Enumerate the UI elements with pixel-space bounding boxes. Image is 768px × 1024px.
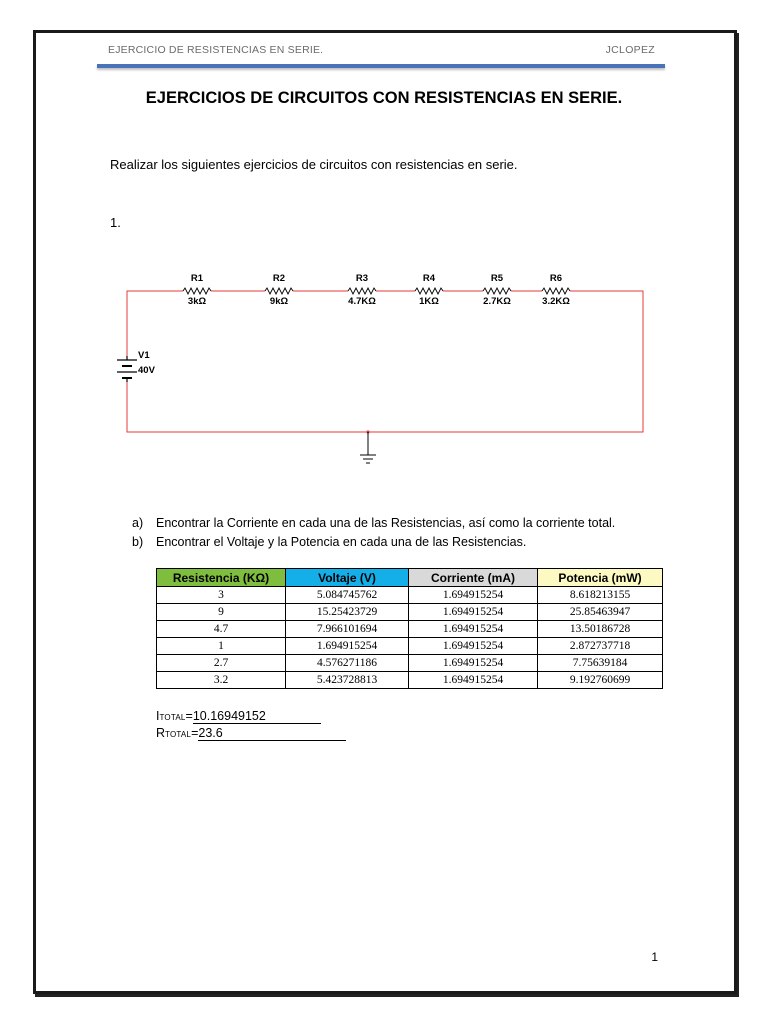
table-row bbox=[157, 672, 663, 689]
cell-resistencia: 3 bbox=[157, 587, 286, 604]
resistor-r1-name: R1 bbox=[190, 273, 204, 284]
resistor-r6-name: R6 bbox=[549, 273, 563, 284]
ground-symbol bbox=[360, 430, 376, 463]
total-resistance-symbol: R bbox=[156, 726, 166, 740]
resistor-r1-value: 3kΩ bbox=[187, 296, 207, 307]
cell-corriente: 1.694915254 bbox=[409, 655, 538, 672]
exercise-number: 1. bbox=[110, 215, 121, 230]
resistor-r6-value: 3.2KΩ bbox=[542, 296, 570, 307]
header-voltaje: Voltaje (V) bbox=[286, 569, 409, 587]
cell-corriente: 1.694915254 bbox=[409, 604, 538, 621]
header-corriente: Corriente (mA) bbox=[409, 569, 538, 587]
cell-resistencia: 2.7 bbox=[157, 655, 286, 672]
total-current-subscript: TOTAL bbox=[159, 713, 186, 722]
cell-potencia: 2.872737718 bbox=[538, 638, 663, 655]
series-circuit-diagram bbox=[100, 262, 660, 472]
resistor-r4-symbol bbox=[415, 288, 443, 294]
resistor-r5 bbox=[483, 273, 511, 307]
resistor-r5-name: R5 bbox=[490, 273, 504, 284]
cell-voltaje: 5.084745762 bbox=[286, 587, 409, 604]
source-value: 40V bbox=[138, 365, 155, 376]
cell-potencia: 7.75639184 bbox=[538, 655, 663, 672]
cell-resistencia: 3.2 bbox=[157, 672, 286, 689]
table-row bbox=[157, 638, 663, 655]
total-current bbox=[156, 709, 321, 724]
total-current-value: 10.16949152 bbox=[193, 709, 321, 724]
intro-text: Realizar los siguientes ejercicios de circuitos con resistencias en serie. bbox=[110, 157, 518, 172]
cell-voltaje: 15.25423729 bbox=[286, 604, 409, 621]
cell-voltaje: 5.423728813 bbox=[286, 672, 409, 689]
cell-corriente: 1.694915254 bbox=[409, 587, 538, 604]
cell-resistencia: 4.7 bbox=[157, 621, 286, 638]
results-table bbox=[156, 568, 663, 689]
total-resistance-subscript: TOTAL bbox=[165, 730, 192, 739]
table-row bbox=[157, 655, 663, 672]
resistor-r4-name: R4 bbox=[422, 273, 436, 284]
resistor-r6-symbol bbox=[542, 288, 570, 294]
resistor-r2-value: 9kΩ bbox=[269, 296, 289, 307]
total-resistance bbox=[156, 726, 346, 741]
table-row bbox=[157, 604, 663, 621]
resistor-r6 bbox=[542, 273, 570, 307]
resistor-r4-value: 1KΩ bbox=[419, 296, 439, 307]
header-left-text: EJERCICIO DE RESISTENCIAS EN SERIE. bbox=[108, 44, 324, 56]
resistor-r1-symbol bbox=[183, 288, 211, 294]
page-border bbox=[33, 30, 737, 994]
total-resistance-value: 23.6 bbox=[198, 726, 346, 741]
table-row bbox=[157, 587, 663, 604]
cell-voltaje: 4.576271186 bbox=[286, 655, 409, 672]
resistor-r2-symbol bbox=[265, 288, 293, 294]
cell-voltaje: 7.966101694 bbox=[286, 621, 409, 638]
cell-potencia: 25.85463947 bbox=[538, 604, 663, 621]
cell-voltaje: 1.694915254 bbox=[286, 638, 409, 655]
header-author: JCLOPEZ bbox=[605, 44, 655, 56]
resistor-r3-symbol bbox=[348, 288, 376, 294]
cell-potencia: 8.618213155 bbox=[538, 587, 663, 604]
cell-corriente: 1.694915254 bbox=[409, 621, 538, 638]
battery-symbol bbox=[117, 356, 137, 382]
task-item bbox=[132, 514, 615, 533]
page-number: 1 bbox=[651, 950, 658, 964]
task-item bbox=[132, 533, 615, 552]
cell-potencia: 13.50186728 bbox=[538, 621, 663, 638]
total-resistance-equals: = bbox=[191, 726, 199, 740]
resistor-r3-value: 4.7KΩ bbox=[348, 296, 376, 307]
resistor-r5-value: 2.7KΩ bbox=[483, 296, 511, 307]
task-label: a) bbox=[132, 516, 144, 530]
task-list bbox=[132, 514, 615, 552]
task-text: Encontrar el Voltaje y la Potencia en cada una de las Resistencias. bbox=[156, 535, 527, 549]
resistor-r5-symbol bbox=[483, 288, 511, 294]
cell-potencia: 9.192760699 bbox=[538, 672, 663, 689]
header-rule bbox=[97, 64, 665, 68]
cell-resistencia: 1 bbox=[157, 638, 286, 655]
resistor-r3-name: R3 bbox=[355, 273, 369, 284]
header-resistencia: Resistencia (KΩ) bbox=[157, 569, 286, 587]
total-current-symbol: I bbox=[156, 709, 160, 723]
task-text: Encontrar la Corriente en cada una de las Resistencias, así como la corriente total. bbox=[156, 516, 616, 530]
header-potencia: Potencia (mW) bbox=[538, 569, 663, 587]
circuit-wire bbox=[127, 291, 643, 432]
cell-corriente: 1.694915254 bbox=[409, 672, 538, 689]
cell-corriente: 1.694915254 bbox=[409, 638, 538, 655]
resistor-r3 bbox=[348, 273, 376, 307]
resistor-r2-name: R2 bbox=[272, 273, 286, 284]
task-label: b) bbox=[132, 535, 144, 549]
page-title: EJERCICIOS DE CIRCUITOS CON RESISTENCIAS EN SERIE. bbox=[145, 89, 623, 107]
total-current-equals: = bbox=[185, 709, 193, 723]
table-row bbox=[157, 621, 663, 638]
cell-resistencia: 9 bbox=[157, 604, 286, 621]
source-name: V1 bbox=[138, 350, 150, 361]
table-header-row bbox=[157, 569, 663, 587]
